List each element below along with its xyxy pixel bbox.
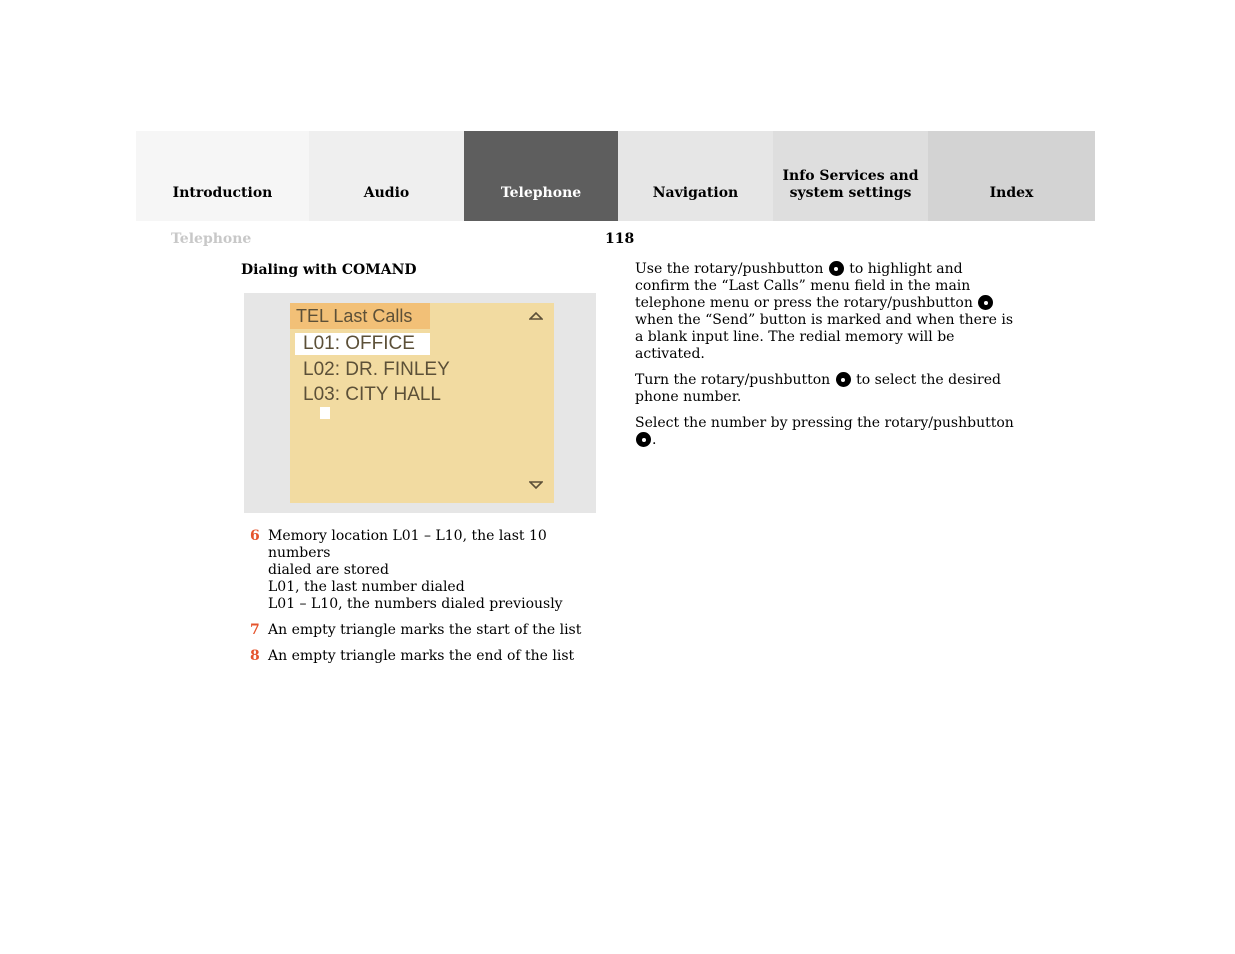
text-run: Select the number by pressing the rotary/pushbutton <box>635 415 1014 431</box>
text-run: to highlight and confirm the “Last Calls” menu field in the main telephone menu or press the rotary/pushbutton <box>635 261 973 311</box>
tab-index[interactable] <box>928 131 1095 221</box>
instruction-paragraph <box>635 372 1015 406</box>
rotary-pushbutton-icon <box>829 261 844 276</box>
legend-item <box>250 648 600 665</box>
list-item-selected[interactable]: L01: OFFICE <box>295 333 430 355</box>
legend-text: An empty triangle marks the end of the list <box>268 648 575 664</box>
triangle-up-icon <box>529 311 543 321</box>
text-run: when the “Send” button is marked and when there is a blank input line. The redial memory will be activated. <box>635 312 1014 362</box>
tab-label: Audio <box>363 185 410 201</box>
page-number: 118 <box>605 231 635 247</box>
tab-label: Navigation <box>652 185 739 201</box>
rotary-pushbutton-icon <box>636 432 651 447</box>
tab-label: Info Services and system settings <box>782 168 919 201</box>
list-item[interactable]: L03: CITY HALL <box>303 384 442 405</box>
comand-screen <box>290 303 554 503</box>
page-heading: Dialing with COMAND <box>241 262 417 278</box>
section-title: Telephone <box>171 231 252 247</box>
legend-number: 7 <box>250 622 260 638</box>
tab-label: Telephone <box>500 185 582 201</box>
legend-number: 6 <box>250 528 260 544</box>
text-run: Use the rotary/pushbutton <box>635 261 824 277</box>
tab-info-services[interactable] <box>773 131 928 221</box>
legend-item <box>250 528 600 613</box>
tab-telephone[interactable] <box>464 131 618 221</box>
tab-label: Index <box>989 185 1034 201</box>
rotary-pushbutton-icon <box>978 295 993 310</box>
list-item[interactable]: L02: DR. FINLEY <box>303 359 450 380</box>
screen-title: TEL Last Calls <box>290 303 430 329</box>
input-cursor <box>320 407 330 419</box>
legend-text: An empty triangle marks the start of the list <box>268 622 582 638</box>
instructions <box>635 261 1015 458</box>
instruction-paragraph <box>635 415 1015 449</box>
legend-text: Memory location L01 – L10, the last 10 numbers dialed are stored L01, the last number dialed L01 – L10, the numbers dialed previously <box>268 528 563 612</box>
text-run: Turn the rotary/pushbutton <box>635 372 831 388</box>
tab-navigation[interactable] <box>618 131 773 221</box>
tab-introduction[interactable] <box>136 131 309 221</box>
figure-legend <box>250 528 600 674</box>
text-run: to select the desired phone number. <box>635 372 1001 405</box>
chapter-nav <box>136 131 1095 221</box>
instruction-paragraph <box>635 261 1015 363</box>
legend-item <box>250 622 600 639</box>
triangle-down-icon <box>529 480 543 490</box>
rotary-pushbutton-icon <box>836 372 851 387</box>
legend-number: 8 <box>250 648 260 664</box>
tab-label: Introduction <box>172 185 273 201</box>
text-run: . <box>652 432 657 448</box>
tab-audio[interactable] <box>309 131 464 221</box>
comand-display-figure <box>244 293 596 513</box>
